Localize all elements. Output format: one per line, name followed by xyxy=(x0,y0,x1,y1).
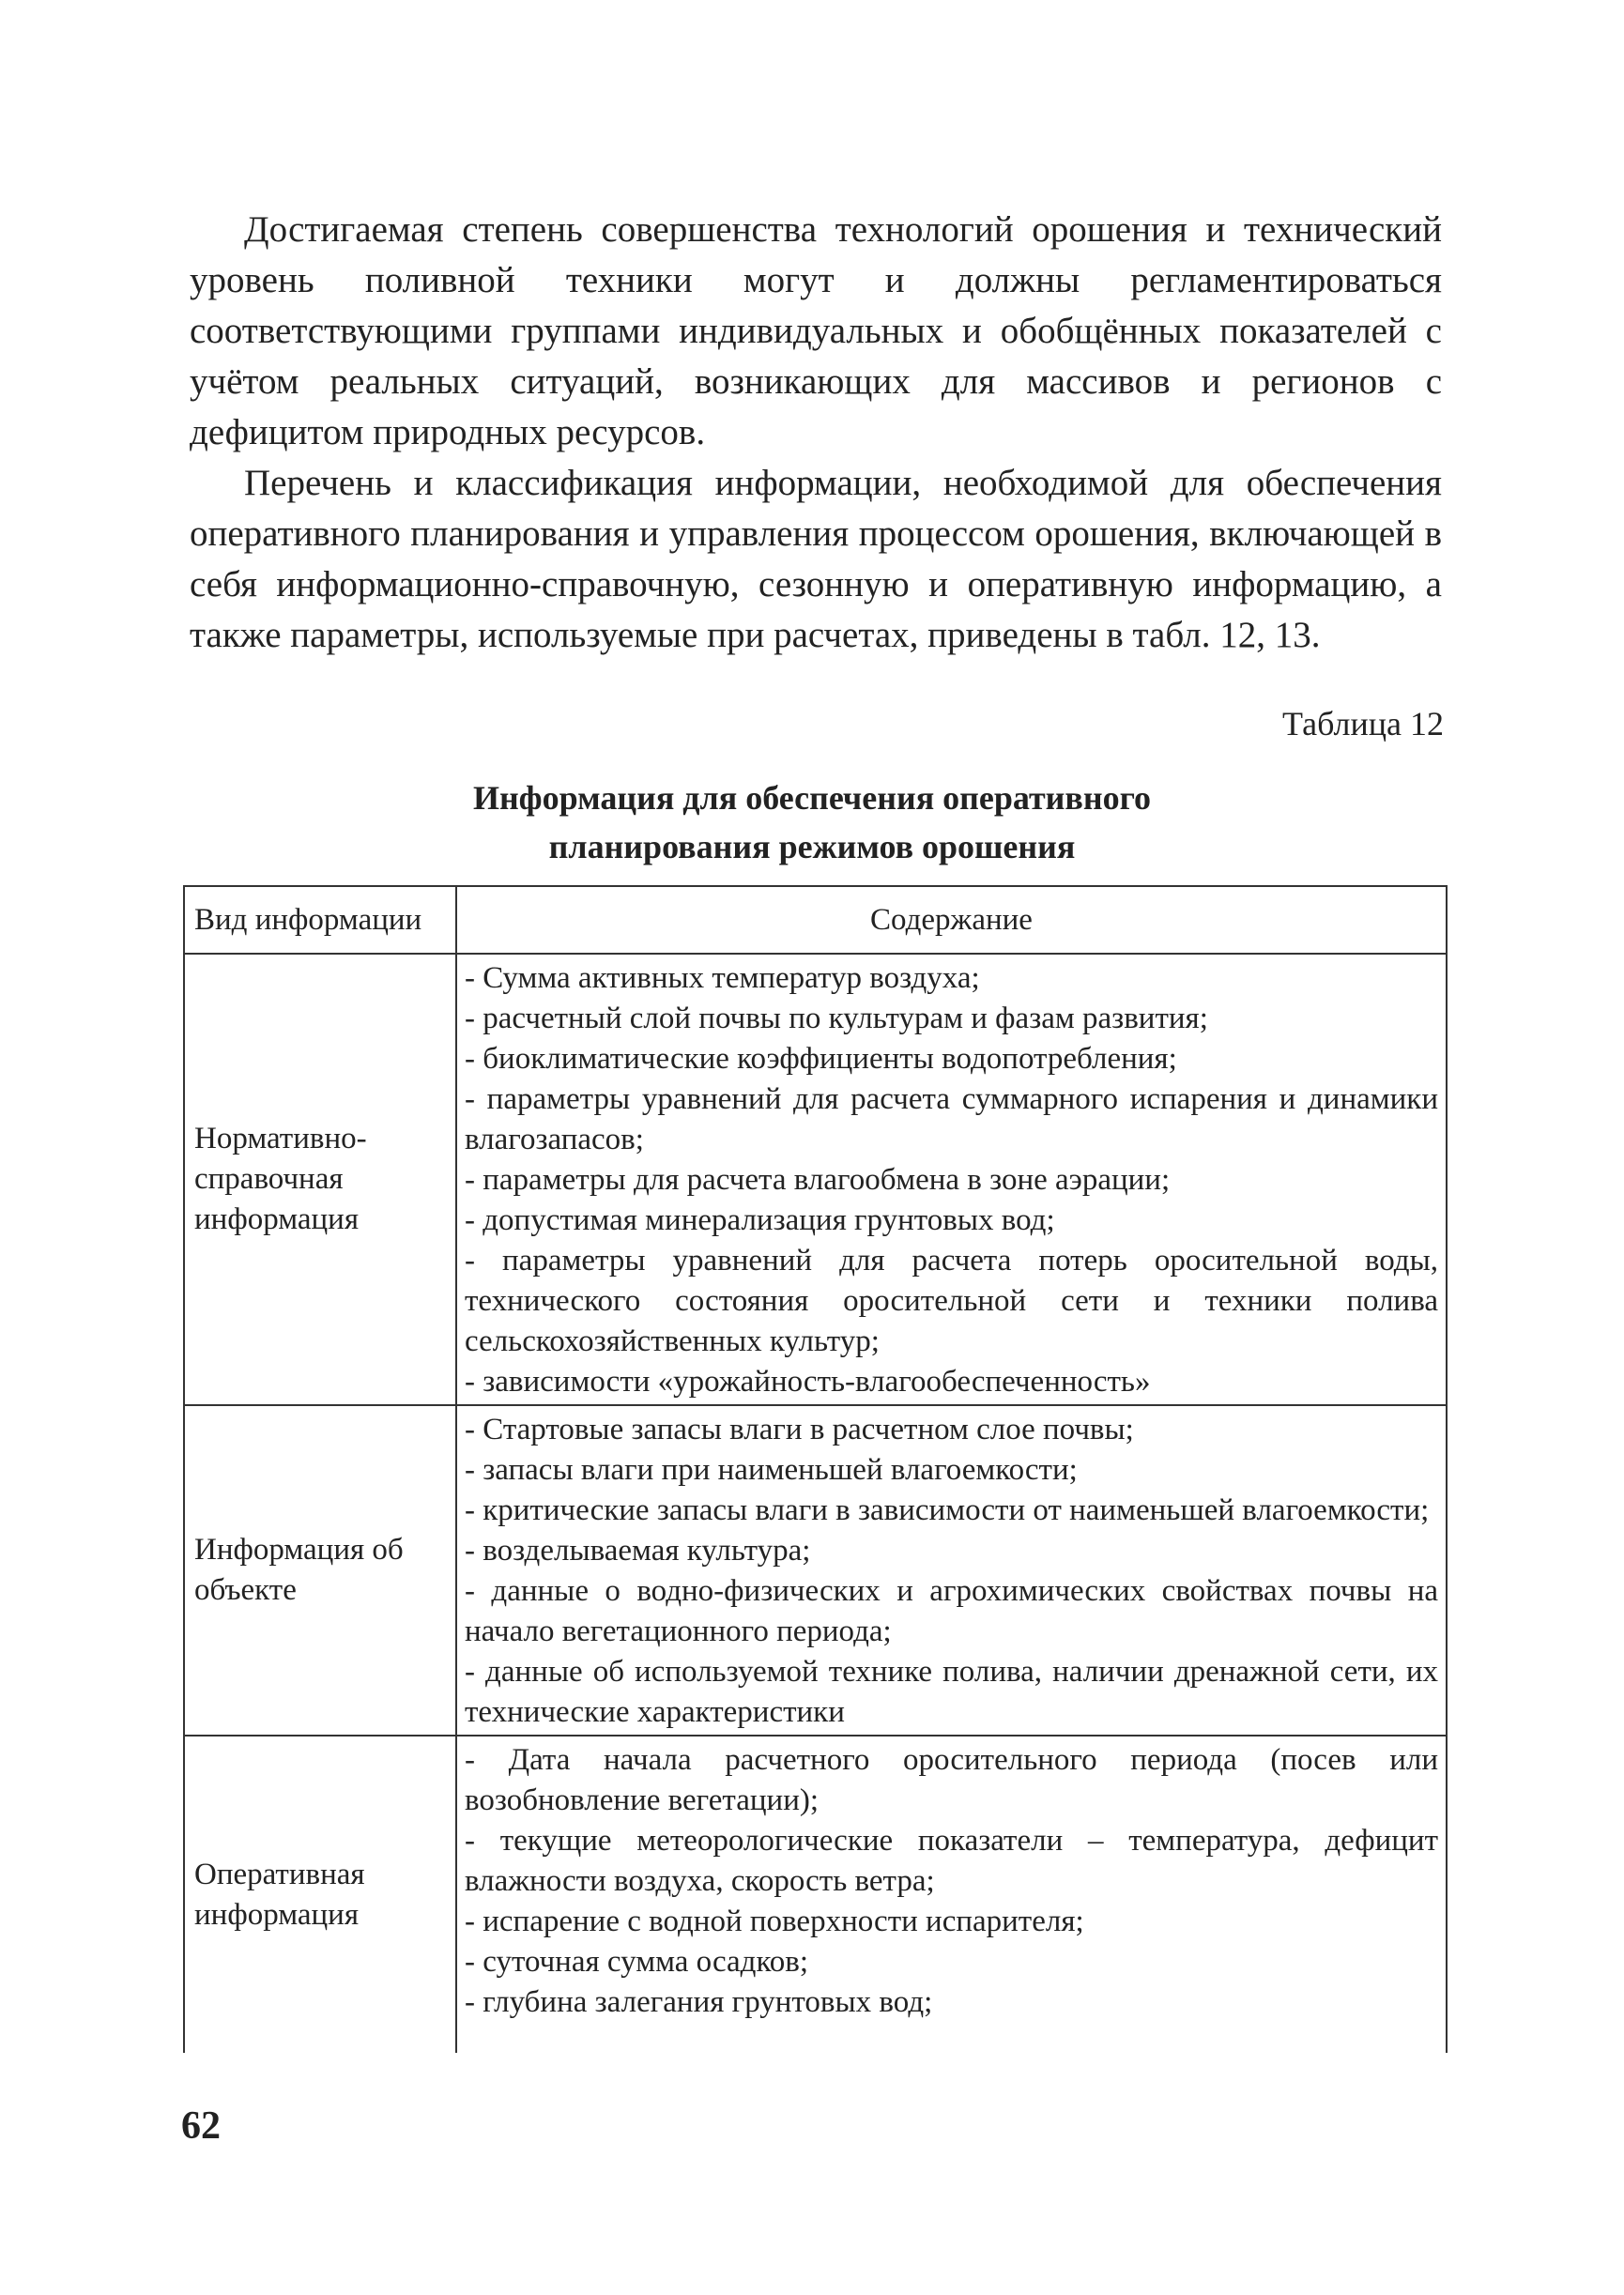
table-title-line-1: Информация для обеспечения оперативного xyxy=(472,779,1152,817)
list-item: - параметры уравнений для расчета потерь оросительной воды, технического состояния оросительной сети и техники полива сельскохозяйственных культур; xyxy=(465,1244,1438,1358)
list-item: - Стартовые запасы влаги в расчетном слое почвы; xyxy=(465,1413,1134,1446)
list-item: - параметры уравнений для расчета суммарного испарения и динамики влагозапасов; xyxy=(465,1082,1438,1156)
table-row xyxy=(184,1405,1447,1736)
list-item: - Сумма активных температур воздуха; xyxy=(465,961,980,995)
list-item: - данные об используемой технике полива, наличии дренажной сети, их технические характеристики xyxy=(465,1655,1438,1729)
row-content-normative xyxy=(456,954,1447,1405)
header-info-type: Вид информации xyxy=(184,886,456,954)
table-row xyxy=(184,954,1447,1405)
paragraph-2: Перечень и классификация информации, необходимой для обеспечения оперативного планирования и управления процессом орошения, включающей в себя информационно-справочную, сезонную и оперативную информацию, а также параметры, используемые при расчетах, приведены в табл. 12, 13. xyxy=(190,463,1442,655)
information-table xyxy=(183,885,1448,2053)
list-item: - текущие метеорологические показатели – температура, дефицит влажности воздуха, скорость ветра; xyxy=(465,1824,1438,1898)
list-item: - данные о водно-физических и агрохимических свойствах почвы на начало вегетационного периода; xyxy=(465,1574,1438,1648)
header-content: Содержание xyxy=(456,886,1447,954)
page-number: 62 xyxy=(181,2104,221,2148)
list-item: - глубина залегания грунтовых вод; xyxy=(465,1985,933,2019)
row-content-object xyxy=(456,1405,1447,1736)
table-header-row xyxy=(184,886,1447,954)
list-item: - биоклиматические коэффициенты водопотребления; xyxy=(465,1042,1177,1076)
table-continuation-space xyxy=(465,2023,1438,2051)
list-item: - критические запасы влаги в зависимости от наименьшей влагоемкости; xyxy=(465,1493,1430,1527)
list-item: - запасы влаги при наименьшей влагоемкости; xyxy=(465,1453,1078,1487)
list-item: - испарение с водной поверхности испарителя; xyxy=(465,1905,1084,1938)
table-row xyxy=(184,1736,1447,2053)
table-title-line-2: планирования режимов орошения xyxy=(548,828,1076,865)
list-item: - Дата начала расчетного оросительного периода (посев или возобновление вегетации); xyxy=(465,1743,1438,1817)
list-item: - зависимости «урожайность-влагообеспеченность» xyxy=(465,1365,1151,1399)
list-item: - расчетный слой почвы по культурам и фазам развития; xyxy=(465,1002,1208,1035)
paragraph-1: Достигаемая степень совершенства технологий орошения и технический уровень поливной техники могут и должны регламентироваться соответствующими группами индивидуальных и обобщённых показателей с учётом реальных ситуаций, возникающих для массивов и регионов с дефицитом природных ресурсов. xyxy=(190,209,1442,452)
list-item: - возделываемая культура; xyxy=(465,1534,811,1568)
list-item: - допустимая минерализация грунтовых вод; xyxy=(465,1203,1055,1237)
row-content-operative xyxy=(456,1736,1447,2053)
row-kind-normative: Нормативно-справочная информация xyxy=(184,954,456,1405)
table-label: Таблица 12 xyxy=(1282,705,1444,742)
list-item: - параметры для расчета влагообмена в зоне аэрации; xyxy=(465,1163,1171,1197)
table-title xyxy=(0,773,1624,871)
body-text xyxy=(190,205,1442,661)
list-item: - суточная сумма осадков; xyxy=(465,1945,809,1979)
row-kind-operative: Оперативная информация xyxy=(184,1736,456,2053)
row-kind-object: Информация об объекте xyxy=(184,1405,456,1736)
